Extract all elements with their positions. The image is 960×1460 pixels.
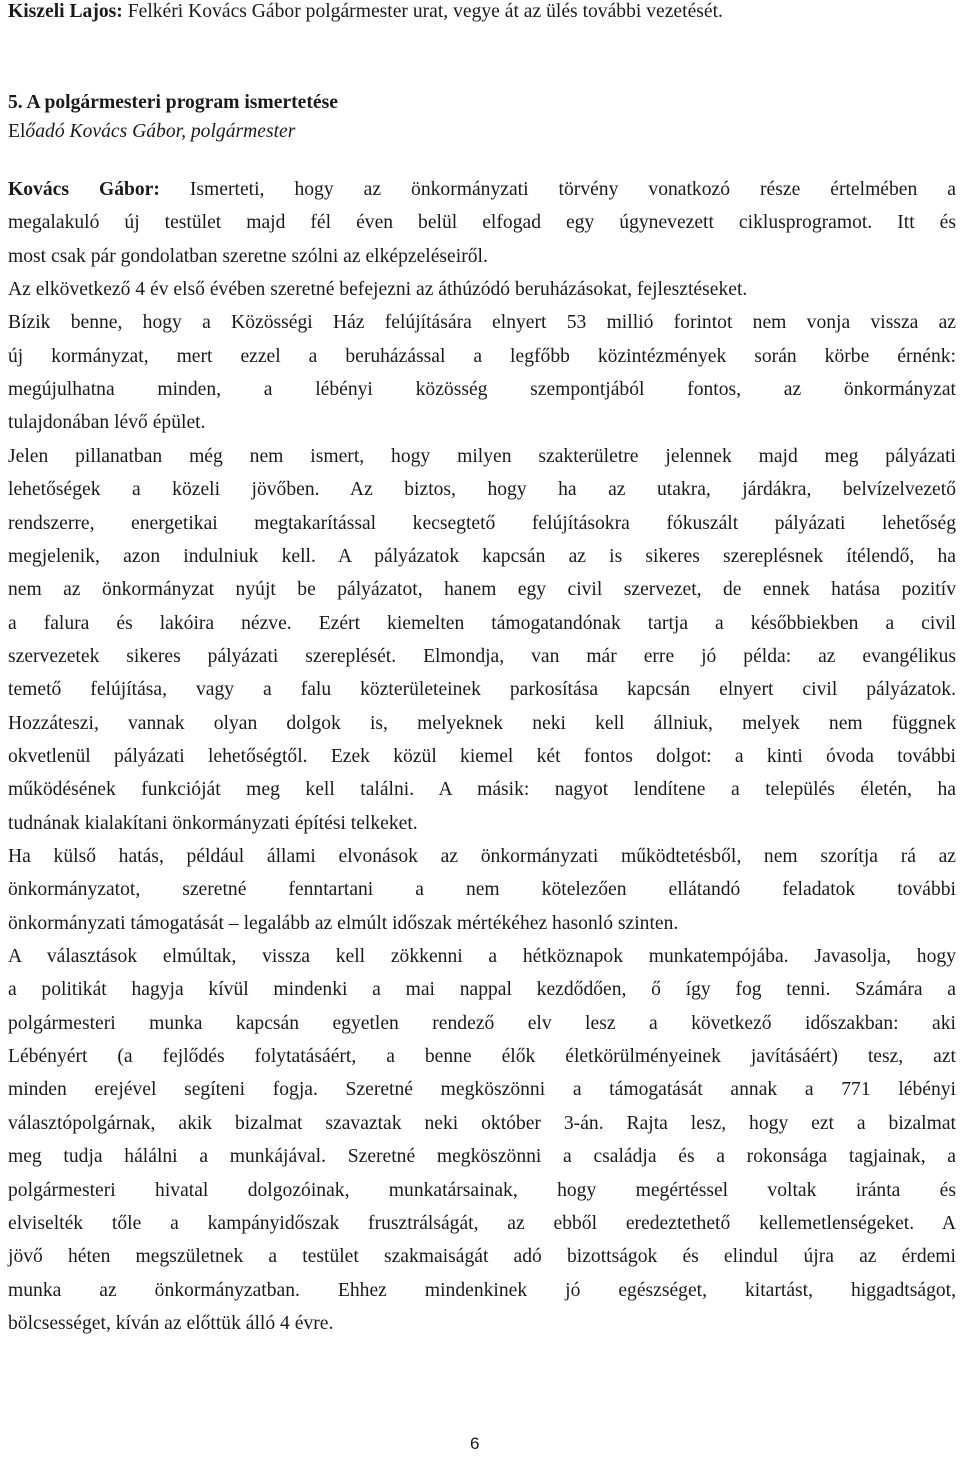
text-line [8,812,418,836]
speaker-name: Kovács Gábor: [8,179,160,200]
text-line [8,578,956,602]
text-line-content: temető felújítása, vagy a falu közterületeinek parkosítása kapcsán elnyert civil pályázatok. [8,679,956,700]
text-line [8,278,747,302]
text-line [8,1279,956,1303]
text-line [8,678,956,702]
text-line-content: okvetlenül pályázati lehetőségtől. Ezek közül kiemel két fontos dolgot: a kinti óvoda további [8,746,956,767]
text-line [8,1012,956,1036]
text-line [8,1212,956,1236]
text-line [8,1312,333,1336]
text-line [8,211,956,235]
text-line [8,1245,956,1269]
text-line [8,1078,956,1102]
text-line-content: szervezetek sikeres pályázati szereplését. Elmondja, van már erre jó példa: az evangélikus [8,646,956,667]
text-line [8,512,956,536]
text-line [8,245,488,269]
text-line-content: önkormányzatot, szeretné fenntartani a nem kötelezően ellátandó feladatok további [8,879,956,900]
text-line [8,378,956,402]
presenter-line [8,120,295,144]
text-line-content: munka az önkormányzatban. Ehhez mindenkinek jó egészséget, kitartást, higgadtságot, [8,1280,956,1301]
text-line [8,978,956,1002]
text-line [8,1045,956,1069]
text-line-content: elviselték tőle a kampányidőszak frusztrálságát, az ebből eredeztethető kellemetlenségeket. A [8,1213,956,1234]
text-line-content: új kormányzat, mert ezzel a beruházással a legfőbb közintézmények során körbe érnénk: [8,346,956,367]
opening-line [8,0,723,24]
text-line [8,1112,956,1136]
text-line [8,778,956,802]
text-line [8,445,956,469]
text-line [8,311,956,335]
text-line [8,345,956,369]
text-line [8,1179,956,1203]
text-line [8,712,956,736]
text-line-content: Lébényért (a fejlődés folytatásáért, a benne élők életkörülményeinek javításáért) tesz, azt [8,1046,956,1067]
text-line-content: Hozzáteszi, vannak olyan dolgok is, melyeknek neki kell állniuk, melyek nem függnek [8,713,956,734]
text-line-content: polgármesteri munka kapcsán egyetlen rendező elv lesz a következő időszakban: aki [8,1013,956,1034]
text-line [8,878,956,902]
text-line-content: megújulhatna minden, a lébényi közösség szempontjából fontos, az önkormányzat [8,379,956,400]
text-line-content: önkormányzati támogatását – legalább az elmúlt időszak mértékéhez hasonló szinten. [8,913,679,934]
text-line-content: Az elkövetkező 4 év első évében szeretné befejezni az áthúzódó beruházásokat, fejlesztéseket. [8,279,748,300]
text-line [8,478,956,502]
text-line [8,545,956,569]
text-line-content: működésének funkcióját meg kell találni. A másik: nagyot lendítene a település életén, ha [8,779,956,800]
text-line-content: rendszerre, energetikai megtakarítással kecsegtető felújításokra fókuszált pályázati lehetőség [8,513,956,534]
text-line-content: Ha külső hatás, például állami elvonások az önkormányzati működtetésből, nem szorítja rá az [8,846,956,867]
text-line-content: tudnának kialakítani önkormányzati építési telkeket. [8,813,418,834]
text-line [8,945,956,969]
text-line-content: megalakuló új testület majd fél éven belül elfogad egy úgynevezett ciklusprogramot. Itt és [8,212,956,233]
text-line-content: minden erejével segíteni fogja. Szeretné megköszönni a támogatását annak a 771 lébényi [8,1079,956,1100]
text-line-content: A választások elmúltak, vissza kell zökkenni a hétköznapok munkatempójába. Javasolja, hogy [8,946,956,967]
speaker-name: Kiszeli Lajos: [8,1,123,22]
text-line [8,178,956,202]
text-line [8,612,956,636]
text-line [8,912,678,936]
text-line [8,645,956,669]
text-line-content: a falura és lakóira nézve. Ezért kiemelten támogatandónak tartja a későbbiekben a civil [8,613,956,634]
text-line-content: polgármesteri hivatal dolgozóinak, munkatársainak, hogy megértéssel voltak iránta és [8,1180,956,1201]
agenda-title: 5. A polgármesteri program ismertetése [8,92,338,113]
presenter-prefix: El [8,121,26,142]
text-line [8,845,956,869]
text-line-content: meg tudja hálálni a munkájával. Szeretné megköszönni a családja és a rokonsága tagjainak, a [8,1146,956,1167]
text-line-content: most csak pár gondolatban szeretne szólni az elképzeléseiről. [8,246,488,267]
text-line-content: megjelenik, azon indulniuk kell. A pályázatok kapcsán az is sikeres szereplésnek ítélendő, ha [8,546,956,567]
text-line-content: választópolgárnak, akik bizalmat szavaztak neki október 3-án. Rajta lesz, hogy ezt a bizalmat [8,1113,956,1134]
text-line-content: Ismerteti, hogy az önkormányzati törvény vonatkozó része értelmében a [159,179,956,200]
text-line-content: Jelen pillanatban még nem ismert, hogy milyen szakterületre jelennek majd meg pályázati [8,446,956,467]
text-line [8,1145,956,1169]
text-line-content: jövő héten megszületnek a testület szakmaiságát adó bizottságok és elindul újra az érdemi [8,1246,956,1267]
page-number: 6 [470,1434,480,1453]
text-line-content: nem az önkormányzat nyújt be pályázatot, hanem egy civil szervezet, de ennek hatása pozitív [8,579,956,600]
text-line-content: a politikát hagyja kívül mindenki a mai nappal kezdődően, ő így fog tenni. Számára a [8,979,956,1000]
text-line-content: bölcsességet, kíván az előttük álló 4 évre. [8,1313,334,1334]
presenter-text: őadó Kovács Gábor, polgármester [25,121,296,142]
text-line [8,411,206,435]
text-line-content: tulajdonában lévő épület. [8,412,206,433]
text-line-content: lehetőségek a közeli jövőben. Az biztos, hogy ha az utakra, járdákra, belvízelvezető [8,479,956,500]
text-line-content: Bízik benne, hogy a Közösségi Ház felújítására elnyert 53 millió forintot nem vonja vissza az [8,312,956,333]
opening-text: Felkéri Kovács Gábor polgármester urat, vegye át az ülés további vezetését. [122,1,723,22]
text-line [8,745,956,769]
